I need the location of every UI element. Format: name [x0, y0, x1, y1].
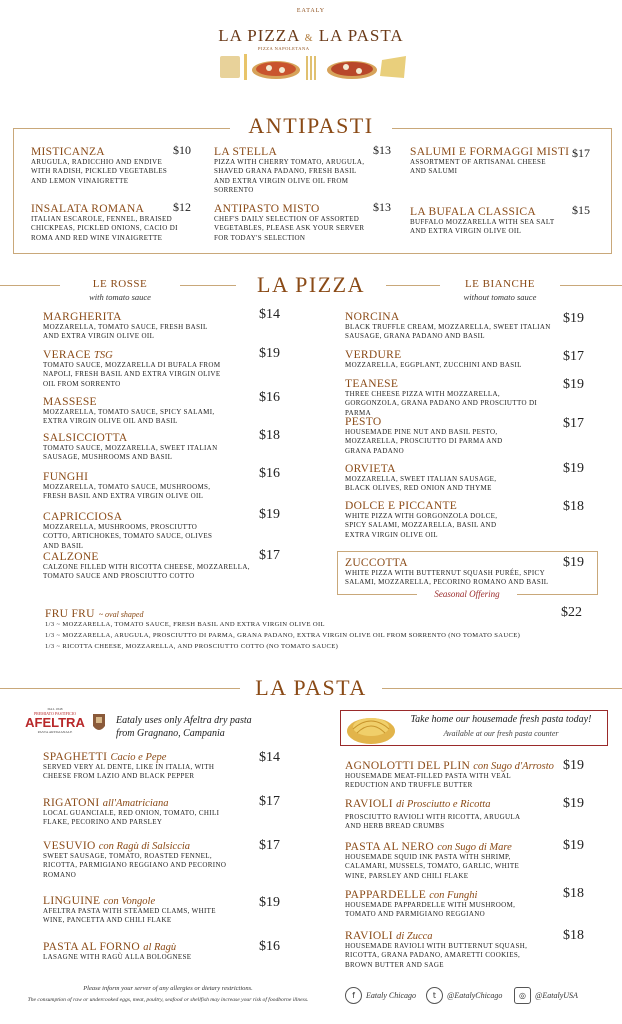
item-name-main: RAVIOLI [345, 798, 393, 810]
antipasti-item [214, 203, 384, 243]
pizza-item [345, 463, 555, 494]
item-name: CAPRICCIOSA [43, 511, 123, 523]
antipasti-item [31, 146, 195, 186]
item-name: PESTO [345, 416, 382, 428]
item-price: $19 [259, 895, 280, 910]
item-desc: MOZZARELLA, MUSHROOMS, PROSCIUTTO COTTO, ARTICHOKES, TOMATO SAUCE, OLIVES AND BASIL [43, 523, 213, 550]
item-price: $17 [563, 349, 584, 364]
item-name-main: AGNOLOTTI DEL PLIN [345, 760, 471, 772]
instagram-label: @EatalyUSA [535, 991, 578, 1000]
item-name-italic: all'Amatriciana [102, 798, 169, 809]
item-price: $17 [259, 794, 280, 809]
rosse-subtitle: with tomato sauce [89, 292, 151, 302]
fresh-pasta-sub: Available at our fresh pasta counter [443, 729, 559, 738]
item-price: $16 [259, 390, 280, 405]
frufru-price: $22 [561, 605, 582, 620]
instagram-link[interactable] [514, 987, 578, 1004]
item-name [345, 760, 560, 772]
header-title [0, 26, 622, 46]
header-tagline: PIZZA NAPOLETANA [258, 46, 310, 51]
item-price: $18 [563, 886, 584, 901]
pizza-item [43, 511, 243, 551]
item-desc: HOUSEMADE SQUID INK PASTA WITH SHRIMP, CALAMARI, MUSSELS, TOMATO, GARLIC, WHITE WINE, PARSLEY AND CHILI FLAKE [345, 853, 520, 880]
item-desc: MOZZARELLA, TOMATO SAUCE, MUSHROOMS, FRESH BASIL AND EXTRA VIRGIN OLIVE OIL [43, 483, 211, 501]
item-name-italic: con Sugo di Mare [437, 842, 512, 853]
item-price: $17 [259, 548, 280, 563]
facebook-label: Eataly Chicago [366, 991, 416, 1000]
item-name: ANTIPASTO MISTO [214, 203, 320, 215]
pizza-item [345, 416, 555, 456]
item-price: $16 [259, 466, 280, 481]
item-price: $19 [563, 555, 584, 570]
item-desc: CALZONE FILLED WITH RICOTTA CHEESE, MOZZARELLA, TOMATO SAUCE AND PROSCIUTTO COTTO [43, 563, 250, 581]
antipasti-item [31, 203, 195, 243]
item-desc: BLACK TRUFFLE CREAM, MOZZARELLA, SWEET ITALIAN SAUSAGE, GRANA PADANO AND BASIL [345, 323, 551, 341]
item-name: LA BUFALA CLASSICA [410, 206, 536, 218]
item-name-main: PASTA AL FORNO [43, 941, 141, 953]
frufru-line: 1/3 ~ RICOTTA CHEESE, MOZZARELLA, AND PROSCIUTTO COTTO (NO TOMATO SAUCE) [45, 643, 339, 650]
allergy-note: Please inform your server of any allergies or dietary restrictions. [83, 985, 253, 992]
item-desc: TOMATO SAUCE, MOZZARELLA, SWEET ITALIAN SAUSAGE, MUSHROOMS AND BASIL [43, 444, 218, 462]
item-name: SALUMI E FORMAGGI MISTI [410, 146, 570, 158]
item-name: SALSICCIOTTA [43, 432, 128, 444]
item-name [43, 797, 253, 809]
item-price: $19 [563, 758, 584, 773]
item-price: $18 [563, 499, 584, 514]
item-name: FUNGHI [43, 471, 89, 483]
item-name: INSALATA ROMANA [31, 203, 145, 215]
item-name-italic: di Prosciutto e Ricotta [396, 799, 491, 810]
antipasti-item [410, 146, 570, 177]
item-name: ORVIETA [345, 463, 396, 475]
item-name: NORCINA [345, 311, 400, 323]
twitter-icon: t [426, 987, 443, 1004]
rosse-title: LE ROSSE [60, 278, 180, 290]
pasta-item [43, 941, 253, 962]
twitter-label: @EatalyChicago [447, 991, 503, 1000]
pizza-pasta-illustration [214, 52, 410, 82]
item-name-italic: con Vongole [103, 896, 156, 907]
fresh-pasta-nest-icon [345, 709, 397, 747]
item-name-italic: con Sugo d'Arrosto [473, 761, 554, 772]
item-desc: ASSORTMENT OF ARTISANAL CHEESE AND SALUMI [410, 158, 546, 176]
pizza-item [43, 311, 243, 342]
item-price: $14 [259, 307, 280, 322]
item-name-italic: di Zucca [396, 931, 433, 942]
item-name: VERDURE [345, 349, 402, 361]
item-name [345, 798, 560, 810]
item-name: MASSESE [43, 396, 97, 408]
pizza-item [345, 311, 555, 342]
item-name: MISTICANZA [31, 146, 105, 158]
item-name-main: LINGUINE [43, 895, 101, 907]
pasta-item [345, 760, 560, 791]
antipasti-title: ANTIPASTI [230, 113, 392, 139]
afeltra-word: AFELTRA [25, 715, 85, 730]
afeltra-line1: PREMIATO PASTIFICIO [33, 711, 77, 716]
afeltra-line3: PASTA ARTIGIANALE [37, 730, 73, 734]
facebook-icon: f [345, 987, 362, 1004]
item-price: $10 [173, 143, 191, 157]
seasonal-label: Seasonal Offering [417, 589, 517, 599]
bianche-subtitle: without tomato sauce [463, 292, 537, 302]
item-name-main: VERACE [43, 349, 91, 361]
header-title-right: LA PASTA [318, 26, 404, 45]
item-name [43, 349, 243, 361]
header-title-left: LA PIZZA [218, 26, 300, 45]
afeltra-crest-icon [91, 712, 107, 736]
instagram-icon: ◎ [514, 987, 531, 1004]
item-desc: HOUSEMADE RAVIOLI WITH BUTTERNUT SQUASH, RICOTTA, GRANA PADANO, AMARETTI COOKIES, BROWN BUTTER AND SAGE [345, 942, 528, 969]
item-name-italic: Cacio e Pepe [110, 752, 167, 763]
item-price: $19 [563, 838, 584, 853]
pasta-item [345, 841, 560, 881]
item-desc: TOMATO SAUCE, MOZZARELLA DI BUFALA FROM NAPOLI, FRESH BASIL AND EXTRA VIRGIN OLIVE OIL FROM SORRENTO [43, 361, 221, 388]
pasta-item [345, 889, 560, 920]
item-desc: SERVED VERY AL DENTE, LIKE IN ITALIA, WITH CHEESE FROM LAZIO AND BLACK PEPPER [43, 763, 215, 781]
frufru-sub: ~ oval shaped [98, 610, 144, 619]
item-name: ZUCCOTTA [345, 557, 408, 569]
item-desc: ITALIAN ESCAROLE, FENNEL, BRAISED CHICKPEAS, PICKLED ONIONS, CACIO DI ROMA AND RED WINE VINAIGRETTE [31, 215, 178, 242]
pizza-item [43, 349, 243, 389]
item-price: $19 [259, 346, 280, 361]
pizza-item [345, 349, 555, 370]
antipasti-item [214, 146, 384, 195]
item-price: $16 [259, 939, 280, 954]
pizza-item [43, 551, 253, 582]
frufru-name: FRU FRU [45, 608, 95, 620]
item-price: $17 [563, 416, 584, 431]
frufru-line: 1/3 ~ MOZZARELLA, ARUGULA, PROSCIUTTO DI PARMA, GRANA PADANO, EXTRA VIRGIN OLIVE OIL FROM SORRENTO (NO TOMATO SAUCE) [45, 632, 521, 639]
item-price: $12 [173, 200, 191, 214]
item-name: MARGHERITA [43, 311, 122, 323]
item-price: $14 [259, 750, 280, 765]
pasta-item [345, 798, 560, 832]
item-price: $19 [563, 311, 584, 326]
item-desc: THREE CHEESE PIZZA WITH MOZZARELLA, GORGONZOLA, GRANA PADANO AND PROSCIUTTO DI PARMA [345, 390, 538, 417]
pizza-item [43, 471, 243, 502]
item-price: $17 [572, 146, 590, 160]
afeltra-note: Eataly uses only Afeltra dry pasta from Gragnano, Campania [116, 715, 252, 739]
pasta-rule-right [382, 688, 622, 689]
item-name: DOLCE E PICCANTE [345, 500, 458, 512]
item-price: $13 [373, 143, 391, 157]
afeltra-since: DAL 1848 [47, 707, 63, 711]
afeltra-logo [22, 707, 88, 741]
item-name-main: PAPPARDELLE [345, 889, 427, 901]
item-price: $19 [563, 796, 584, 811]
pizza-item [345, 378, 555, 418]
item-desc: LASAGNE WITH RAGÙ ALLA BOLOGNESE [43, 953, 192, 961]
pizza-item [43, 432, 243, 463]
frufru-line: 1/3 ~ MOZZARELLA, TOMATO SAUCE, FRESH BASIL AND EXTRA VIRGIN OLIVE OIL [45, 621, 325, 628]
item-price: $15 [572, 203, 590, 217]
item-desc: SWEET SAUSAGE, TOMATO, ROASTED FENNEL, RICOTTA, PARMIGIANO REGGIANO AND PECORINO ROMANO [43, 852, 227, 879]
item-desc: PIZZA WITH CHERRY TOMATO, ARUGULA, SHAVED GRANA PADANO, FRESH BASIL AND EXTRA VIRGIN OLIVE OIL FROM SORRENTO [214, 158, 365, 194]
pasta-item [43, 895, 253, 926]
item-name [43, 751, 253, 763]
item-desc: MOZZARELLA, SWEET ITALIAN SAUSAGE, BLACK OLIVES, RED ONION AND THYME [345, 475, 497, 493]
item-price: $18 [563, 928, 584, 943]
item-desc: AFELTRA PASTA WITH STEAMED CLAMS, WHITE WINE, PANCETTA AND CHILI FLAKE [43, 907, 216, 925]
item-price: $19 [563, 377, 584, 392]
item-name [345, 930, 560, 942]
fresh-pasta-title: Take home our housemade fresh pasta today! [410, 714, 592, 725]
item-price: $18 [259, 428, 280, 443]
item-desc: ARUGULA, RADICCHIO AND ENDIVE WITH RADISH, PICKLED VEGETABLES AND LEMON VINAIGRETTE [31, 158, 168, 185]
item-desc: LOCAL GUANCIALE, RED ONION, TOMATO, CHILI FLAKE, PECORINO AND PARSLEY [43, 809, 220, 827]
item-desc: WHITE PIZZA WITH BUTTERNUT SQUASH PURÉE, SPICY SALAMI, MOZZARELLA, PECORINO ROMANO AND BASIL [345, 569, 549, 587]
pasta-item [43, 840, 253, 880]
facebook-link[interactable] [345, 987, 416, 1004]
item-price: $19 [563, 461, 584, 476]
brand-small: EATALY [296, 8, 326, 14]
item-name-italic: TSG [94, 350, 113, 361]
item-name [345, 841, 560, 853]
item-name [345, 889, 560, 901]
item-name [43, 895, 253, 907]
item-price: $19 [259, 507, 280, 522]
pizza-title: LA PIZZA [257, 272, 365, 297]
item-name-main: PASTA AL NERO [345, 841, 435, 853]
item-desc: WHITE PIZZA WITH GORGONZOLA DOLCE, SPICY SALAMI, MOZZARELLA, BASIL AND EXTRA VIRGIN OLIVE OIL [345, 512, 498, 539]
item-name: LA STELLA [214, 146, 278, 158]
item-desc: BUFFALO MOZZARELLA WITH SEA SALT AND EXTRA VIRGIN OLIVE OIL [410, 218, 555, 236]
item-name-italic: con Funghi [429, 890, 478, 901]
item-name-main: RIGATONI [43, 797, 100, 809]
item-desc: HOUSEMADE PINE NUT AND BASIL PESTO, MOZZARELLA, PROSCIUTTO DI PARMA AND GRANA PADANO [345, 428, 503, 455]
item-name [43, 840, 253, 852]
header-logo [0, 6, 622, 88]
item-desc: HOUSEMADE PAPPARDELLE WITH MUSHROOM, TOMATO AND PARMIGIANO REGGIANO [345, 901, 516, 919]
item-desc: MOZZARELLA, TOMATO SAUCE, FRESH BASIL AND EXTRA VIRGIN OLIVE OIL [43, 323, 208, 341]
header-title-amp: & [304, 33, 314, 44]
item-name: TEANESE [345, 378, 399, 390]
item-name-main: RAVIOLI [345, 930, 393, 942]
pizza-item [43, 396, 243, 427]
item-name: CALZONE [43, 551, 99, 563]
bianche-title: LE BIANCHE [440, 278, 560, 290]
pasta-item [43, 797, 253, 828]
item-price: $13 [373, 200, 391, 214]
item-name-main: SPAGHETTI [43, 751, 108, 763]
item-desc: MOZZARELLA, TOMATO SAUCE, SPICY SALAMI, EXTRA VIRGIN OLIVE OIL AND BASIL [43, 408, 215, 426]
pizza-item [345, 500, 555, 540]
antipasti-item [410, 206, 570, 237]
item-desc: HOUSEMADE MEAT-FILLED PASTA WITH VEAL REDUCTION AND TRUFFLE BUTTER [345, 772, 511, 790]
raw-food-note: The consumption of raw or undercooked eggs, meat, poultry, seafood or shellfish may increase your risk of foodborne illness. [27, 997, 309, 1003]
item-desc: PROSCIUTTO RAVIOLI WITH RICOTTA, ARUGULA AND HERB BREAD CRUMBS [345, 813, 521, 831]
item-desc: CHEF'S DAILY SELECTION OF ASSORTED VEGETABLES, PLEASE ASK YOUR SERVER FOR TODAY'S SELECTION [214, 215, 365, 242]
pasta-item [345, 930, 560, 970]
item-name-italic: al Ragù [143, 942, 177, 953]
item-desc: MOZZARELLA, EGGPLANT, ZUCCHINI AND BASIL [345, 361, 522, 369]
item-name [43, 941, 253, 953]
seasonal-item [345, 557, 560, 588]
item-name-main: VESUVIO [43, 840, 96, 852]
item-name-italic: con Ragù di Salsiccia [98, 841, 191, 852]
pasta-title: LA PASTA [255, 675, 367, 700]
pasta-rule-left [0, 688, 240, 689]
item-price: $17 [259, 838, 280, 853]
fresh-pasta-promo [340, 710, 608, 746]
pasta-item [43, 751, 253, 782]
twitter-link[interactable] [426, 987, 502, 1004]
